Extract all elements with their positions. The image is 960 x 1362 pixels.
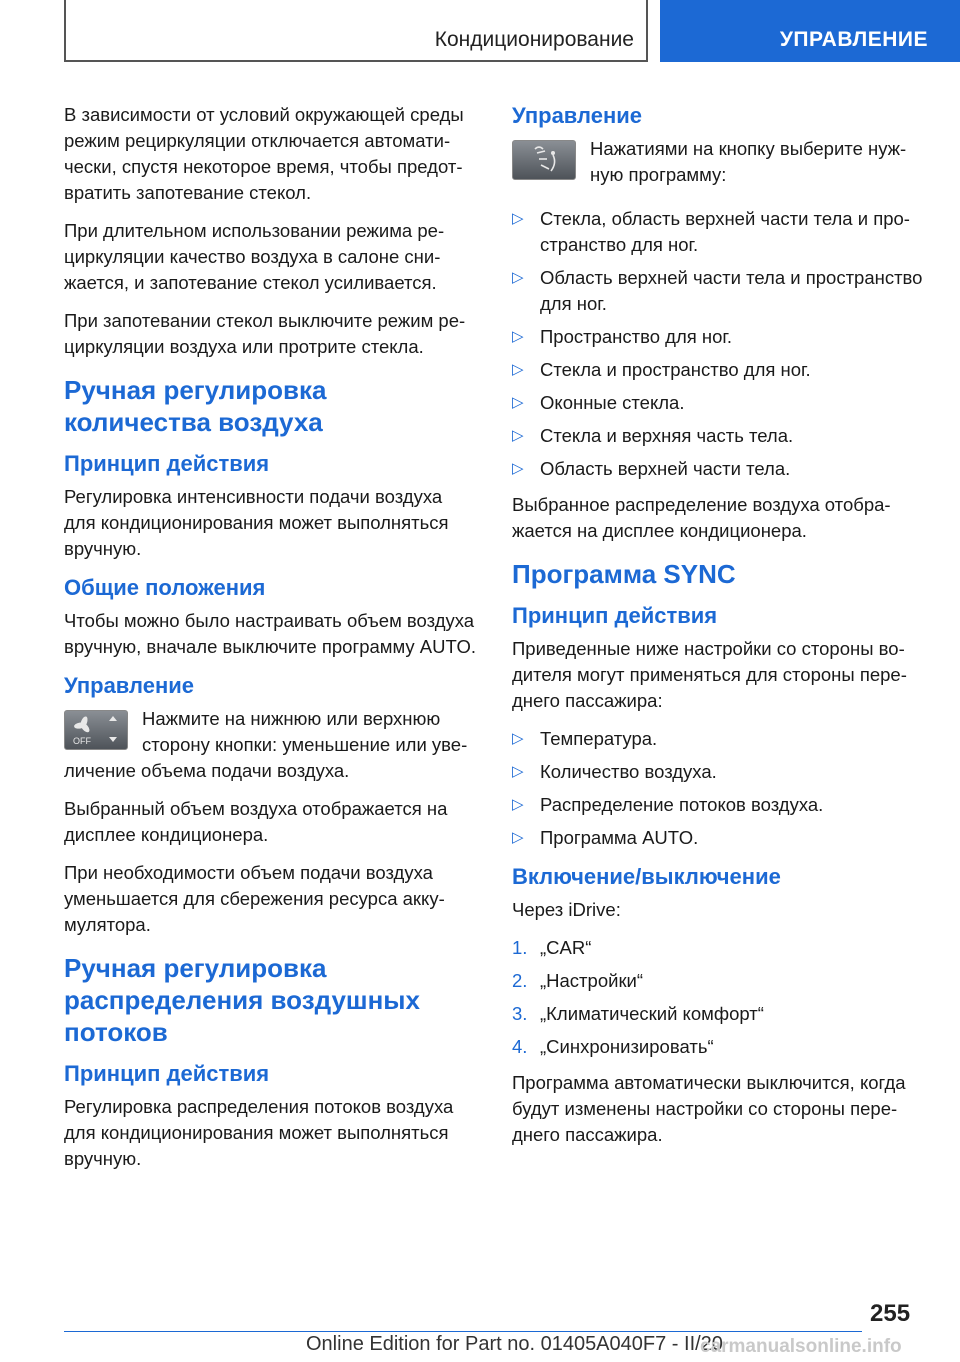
heading-on-off: Включение/выключение [512,864,781,889]
paragraph-principle-2: Регулировка распределения потоков воздуха для кондиционирования может выполняться вручную. [64,1096,454,1169]
heading-control-2: Управление [512,103,643,128]
heading-principle-2: Принцип действия [64,1061,270,1086]
watermark: carmanualsonline.info [700,1336,902,1357]
distribution-button-image [512,140,576,180]
heading-control-1: Управление [64,673,195,698]
heading-principle-3: Принцип действия [512,603,718,628]
fan-button-off-label: OFF [73,736,91,746]
triangle-right-icon: ▷ [512,427,524,444]
air-distribution-icon [513,141,575,179]
heading-sync: Программа SYNC [512,559,736,589]
page-number: 255 [870,1300,911,1327]
list-item: 2. „Настройки“ [512,970,644,991]
triangle-right-icon: ▷ [512,361,524,378]
triangle-right-icon: ▷ [512,796,524,813]
list-item: ▷ Оконные стекла. [512,390,924,416]
list-item: ▷ Распределение потоков воздуха. [512,792,924,818]
paragraph-auto-off: Программа автоматически выключится, когда будут изменены настройки со стороны переднего пассажира. [512,1072,906,1145]
fan-icon [65,711,127,749]
sync-list [512,726,924,851]
heading-principle-1: Принцип действия [64,451,270,476]
right-column [512,102,924,1160]
program-list [512,206,924,482]
paragraph-display-1: Выбранный объем воздуха отображается на дисплее кондиционера. [64,798,448,845]
list-item: ▷ Количество воздуха. [512,759,924,785]
paragraph-display-2: Выбранное распределение воздуха отображается на дисплее кондиционера. [512,494,891,541]
heading-manual-distribution: Ручная регулировка распределения воздушных потоков [64,953,420,1047]
footer-edition: Online Edition for Part no. 01405A040F7 - II/20 [306,1333,723,1355]
list-item: ▷ Стекла, область верхней части тела и пространство для ног. [512,208,910,255]
list-item: 4. „Синхронизировать“ [512,1036,714,1057]
list-item: ▷ Стекла и верхняя часть тела. [512,423,924,449]
triangle-right-icon: ▷ [512,269,524,286]
heading-manual-air-amount: Ручная регулировка количества воздуха [64,375,327,437]
footer-divider [64,1331,862,1332]
paragraph-principle-1: Регулировка интенсивности подачи воздуха для кондиционирования может выполняться вручную. [64,486,449,559]
triangle-right-icon: ▷ [512,328,524,345]
fan-button-instruction [64,706,476,784]
heading-general: Общие положения [64,575,266,600]
list-item: ▷ Программа AUTO. [512,825,924,851]
paragraph-reduce-air: При необходимости объем подачи воздуха уменьшается для сбережения ресурса аккумулятора. [64,862,445,935]
triangle-right-icon: ▷ [512,829,524,846]
list-item: ▷ Область верхней части тела и пространство для ног. [512,267,923,314]
paragraph-control-1: Нажмите на нижнюю или верхнюю сторону кнопки: уменьшение или увеличение объема подачи воздуха. [64,708,468,781]
paragraph-idrive: Через iDrive: [512,899,621,920]
triangle-right-icon: ▷ [512,394,524,411]
triangle-right-icon: ▷ [512,460,524,477]
paragraph-fogging: При запотевании стекол выключите режим рециркуляции воздуха или протрите стекла. [64,310,466,357]
paragraph-recirc-auto-off: В зависимости от условий окружающей среды режим рециркуляции отключается автоматически, спустя некоторое время, чтобы предотвратить запотевание стекол. [64,104,464,203]
header-section-title: Кондиционирование [64,0,648,62]
fan-button-image [64,710,128,750]
triangle-right-icon: ▷ [512,210,524,227]
triangle-right-icon: ▷ [512,730,524,747]
list-item: ▷ Температура. [512,726,924,752]
list-item: 1. „CAR“ [512,937,592,958]
distribution-button-instruction [512,136,924,188]
left-column [64,102,476,1184]
paragraph-general: Чтобы можно было настраивать объем воздуха вручную, вначале выключите программу AUTO. [64,610,477,657]
triangle-right-icon: ▷ [512,763,524,780]
steps-list [512,935,924,1060]
list-item: ▷ Пространство для ног. [512,324,924,350]
list-item: 3. „Климатический комфорт“ [512,1003,764,1024]
paragraph-recirc-long-use: При длительном использовании режима рециркуляции качество воздуха в салоне снижается, и запотевание стекол усиливается. [64,220,445,293]
header-chapter-tab: УПРАВЛЕНИЕ [660,0,960,62]
list-item: ▷ Стекла и пространство для ног. [512,357,924,383]
paragraph-control-2: Нажатиями на кнопку выберите нужную программу: [590,138,907,185]
list-item: ▷ Область верхней части тела. [512,456,924,482]
paragraph-sync: Приведенные ниже настройки со стороны водителя могут применяться для стороны переднего пассажира: [512,638,907,711]
